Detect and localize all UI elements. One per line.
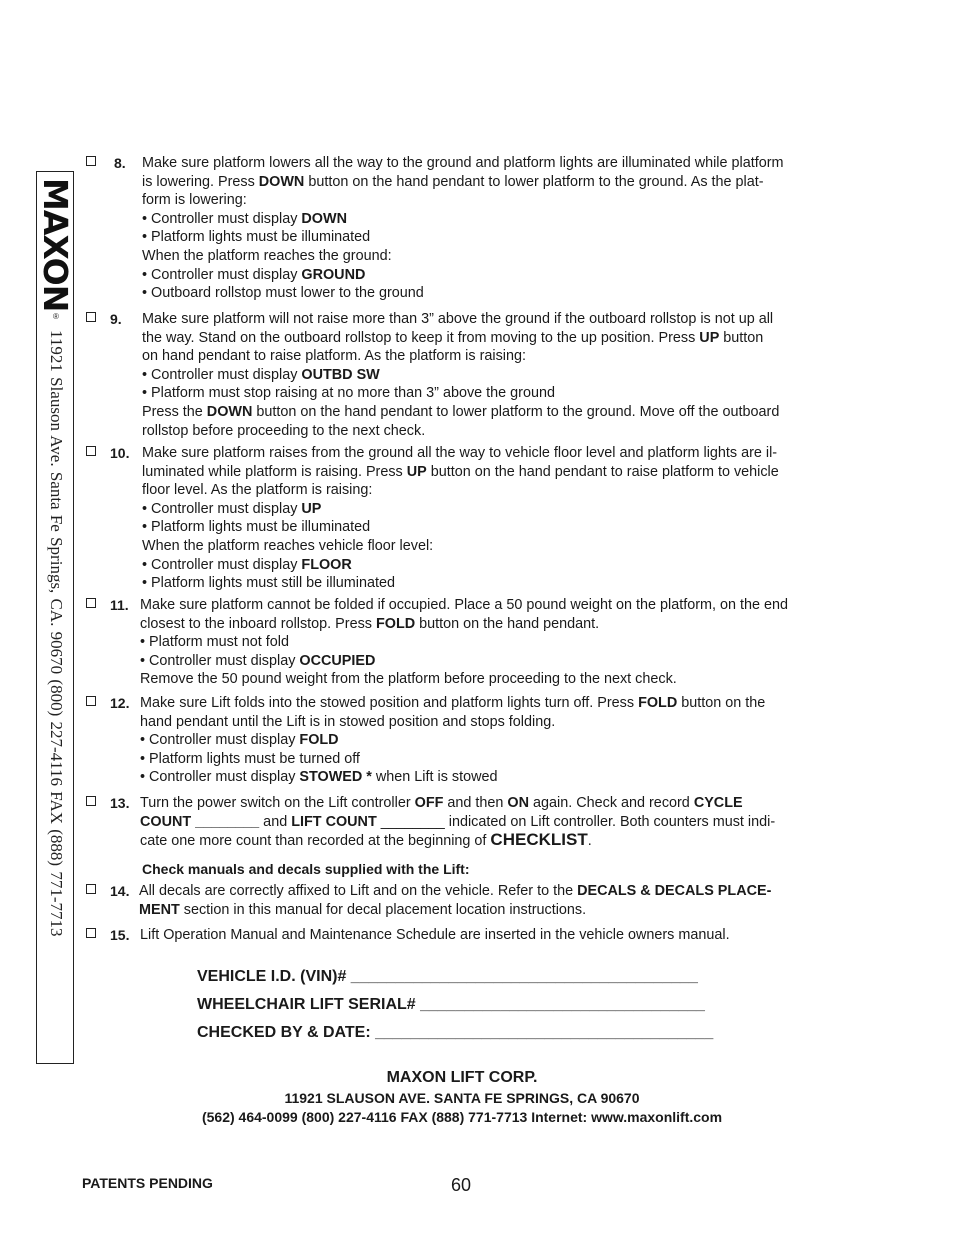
text-span: • Controller must display (142, 266, 302, 283)
text-span: rollstop before proceeding to the next check. (142, 422, 426, 439)
text-span: Make sure platform lowers all the way to the ground and platform lights are illuminated while platform (142, 155, 784, 171)
text-line (140, 731, 765, 750)
text-line (142, 266, 784, 285)
item-text (142, 310, 779, 440)
bold-text: UP (301, 500, 322, 517)
bold-text: OUTBD SW (301, 366, 380, 383)
text-line (140, 813, 775, 832)
text-line (140, 596, 788, 615)
text-line (140, 926, 730, 945)
text-line (142, 518, 779, 537)
bold-text: DOWN (206, 403, 253, 420)
text-line (142, 422, 779, 441)
item-text (140, 926, 730, 945)
text-line (142, 329, 779, 348)
bold-text: FOLD (299, 732, 339, 749)
text-span: • Platform lights must be illuminated (142, 229, 371, 246)
item-text (139, 882, 771, 919)
text-span: button (719, 329, 764, 346)
text-span: When the platform reaches vehicle floor level: (142, 537, 434, 554)
patents-pending: PATENTS PENDING (82, 1175, 213, 1191)
text-line (142, 210, 784, 229)
item-number: 12. (110, 695, 130, 711)
page-number: 60 (451, 1175, 472, 1195)
text-span: • Controller must display (140, 652, 300, 669)
text-span: on hand pendant to raise platform. As the platform is raising: (142, 348, 526, 365)
text-span: • Controller must display (140, 732, 300, 749)
text-span: section in this manual for decal placement location instructions. (179, 901, 587, 918)
text-span: hand pendant until the Lift is in stowed position and stops folding. (140, 713, 556, 730)
item-text (142, 444, 779, 593)
item-text (140, 694, 765, 787)
item-text (140, 596, 788, 689)
checked-by-date-field[interactable]: CHECKED BY & DATE: ______________________________________ (197, 1024, 714, 1041)
text-span: When the platform reaches the ground: (142, 247, 392, 264)
item-number: 11. (110, 597, 129, 613)
vin-field[interactable]: VEHICLE I.D. (VIN)# _______________________________________ (197, 968, 698, 985)
text-line (142, 384, 779, 403)
text-span: form is lowering: (142, 192, 247, 209)
text-span: Lift Operation Manual and Maintenance Schedule are inserted in the vehicle owners manual. (140, 927, 730, 943)
bold-text: FLOOR (301, 556, 352, 573)
checkbox[interactable] (86, 598, 96, 608)
text-line (140, 694, 765, 713)
text-line (142, 444, 779, 463)
bold-text: STOWED * (299, 769, 372, 786)
text-line (142, 481, 779, 500)
text-line (142, 463, 779, 482)
text-line (142, 574, 779, 593)
item-text (142, 154, 784, 303)
text-span: • Controller must display (142, 210, 302, 227)
text-line (142, 191, 784, 210)
text-span: cate one more count than recorded at the beginning of (140, 833, 491, 850)
text-span: and then (443, 795, 508, 811)
bold-text: DOWN (301, 210, 347, 227)
maxon-logo: MAXON (36, 178, 75, 312)
text-span: when Lift is stowed (371, 769, 498, 786)
bold-text: DOWN (258, 173, 305, 190)
text-line (142, 500, 779, 519)
text-line (140, 633, 788, 652)
corp-name: MAXON LIFT CORP. (386, 1069, 538, 1086)
item-number: 13. (110, 795, 130, 811)
section-heading: Check manuals and decals supplied with the Lift: (142, 861, 470, 877)
text-span: luminated while platform is raising. Press (142, 463, 407, 480)
text-line (142, 537, 779, 556)
item-text (140, 794, 775, 851)
text-line (140, 615, 788, 634)
text-span: • Platform lights must still be illuminated (142, 575, 395, 592)
text-span: Make sure Lift folds into the stowed position and platform lights turn off. Press (140, 695, 639, 711)
text-line (142, 154, 784, 173)
checkbox[interactable] (86, 928, 96, 938)
bold-text: LIFT COUNT (291, 813, 377, 830)
text-line (142, 247, 784, 266)
text-span: ________ indicated on Lift controller. Both counters must indi- (376, 813, 776, 830)
text-span: floor level. As the platform is raising: (142, 482, 373, 499)
bold-text: MENT (139, 901, 180, 918)
text-line (139, 882, 771, 901)
text-line (142, 366, 779, 385)
corp-address: 11921 SLAUSON AVE. SANTA FE SPRINGS, CA 90670 (284, 1090, 640, 1106)
bold-text: ON (507, 795, 530, 811)
text-span: • Controller must display (142, 500, 302, 517)
text-span: Make sure platform cannot be folded if occupied. Place a 50 pound weight on the platform, on the end (140, 597, 788, 613)
registered-mark: ® (53, 312, 59, 321)
text-line (142, 403, 779, 422)
bold-text: CHECKLIST (490, 830, 588, 850)
sidebar-address: 11921 Slauson Ave. Santa Fe Springs, CA. 90670 (800) 227-4116 FAX (888) 771-7713 (47, 330, 66, 937)
bold-text: FOLD (375, 615, 416, 632)
text-line (139, 901, 771, 920)
text-line (140, 713, 765, 732)
bold-text: UP (699, 329, 720, 346)
item-number: 10. (110, 445, 130, 461)
bold-text: CYCLE (693, 795, 743, 811)
checkbox[interactable] (86, 696, 96, 706)
text-span: button on the (677, 695, 766, 711)
text-span: • Platform lights must be turned off (140, 750, 360, 767)
text-line (142, 173, 784, 192)
text-span: button on the hand pendant to lower platform to the ground. Move off the outboard (252, 403, 780, 420)
text-span: Remove the 50 pound weight from the platform before proceeding to the next check. (140, 671, 677, 688)
text-span: button on the hand pendant to lower platform to the ground. As the plat- (304, 173, 764, 190)
checkbox[interactable] (86, 884, 96, 894)
text-span: is lowering. Press (142, 173, 259, 190)
text-span: Make sure platform will not raise more than 3” above the ground if the outboard rollstop is not up all (142, 311, 774, 327)
text-line (142, 284, 784, 303)
text-span: Make sure platform raises from the ground all the way to vehicle floor level and platform lights are il- (142, 445, 778, 461)
checkbox[interactable] (86, 156, 96, 166)
corp-contact: (562) 464-0099 (800) 227-4116 FAX (888) 771-7713 Internet: www.maxonlift.com (201, 1109, 723, 1125)
text-line (142, 347, 779, 366)
bold-text: COUNT ________ (140, 813, 260, 830)
text-line (142, 310, 779, 329)
text-line (140, 670, 788, 689)
text-span: button on the hand pendant. (415, 615, 600, 632)
item-number: 8. (114, 155, 126, 171)
text-line (140, 768, 765, 787)
text-span: • Platform lights must be illuminated (142, 519, 371, 536)
bold-text: OCCUPIED (299, 652, 376, 669)
item-number: 15. (110, 927, 130, 943)
item-number: 14. (110, 883, 130, 899)
bold-text: OFF (414, 795, 444, 811)
text-span: • Controller must display (142, 556, 302, 573)
checkbox[interactable] (86, 312, 96, 322)
text-span: • Platform must stop raising at no more than 3” above the ground (142, 385, 555, 402)
checkbox[interactable] (86, 446, 96, 456)
bold-text: DECALS & DECALS PLACE- (577, 883, 772, 899)
text-line (140, 652, 788, 671)
bold-text: UP (406, 463, 427, 480)
text-span: . (587, 833, 592, 850)
checkbox[interactable] (86, 796, 96, 806)
sidebar-frame (36, 171, 74, 1064)
text-line (140, 750, 765, 769)
bold-text: FOLD (638, 695, 678, 711)
text-span: button on the hand pendant to raise platform to vehicle (426, 463, 779, 480)
text-span: • Platform must not fold (140, 634, 290, 651)
text-line (142, 556, 779, 575)
text-span: Press the (142, 403, 207, 420)
lift-serial-field[interactable]: WHEELCHAIR LIFT SERIAL# ________________________________ (197, 996, 705, 1013)
text-span: Turn the power switch on the Lift controller (140, 795, 415, 811)
bold-text: GROUND (301, 266, 366, 283)
text-line (142, 228, 784, 247)
text-span: • Outboard rollstop must lower to the ground (142, 285, 424, 302)
text-span: All decals are correctly affixed to Lift and on the vehicle. Refer to the (139, 883, 578, 899)
text-span: • Controller must display (142, 366, 302, 383)
text-line (140, 831, 775, 851)
item-number: 9. (110, 311, 122, 327)
text-span: closest to the inboard rollstop. Press (140, 615, 376, 632)
text-span: • Controller must display (140, 769, 300, 786)
text-span: again. Check and record (529, 795, 694, 811)
text-span: the way. Stand on the outboard rollstop to keep it from moving to the up position. Press (142, 329, 700, 346)
text-line (140, 794, 775, 813)
text-span: and (259, 813, 292, 830)
